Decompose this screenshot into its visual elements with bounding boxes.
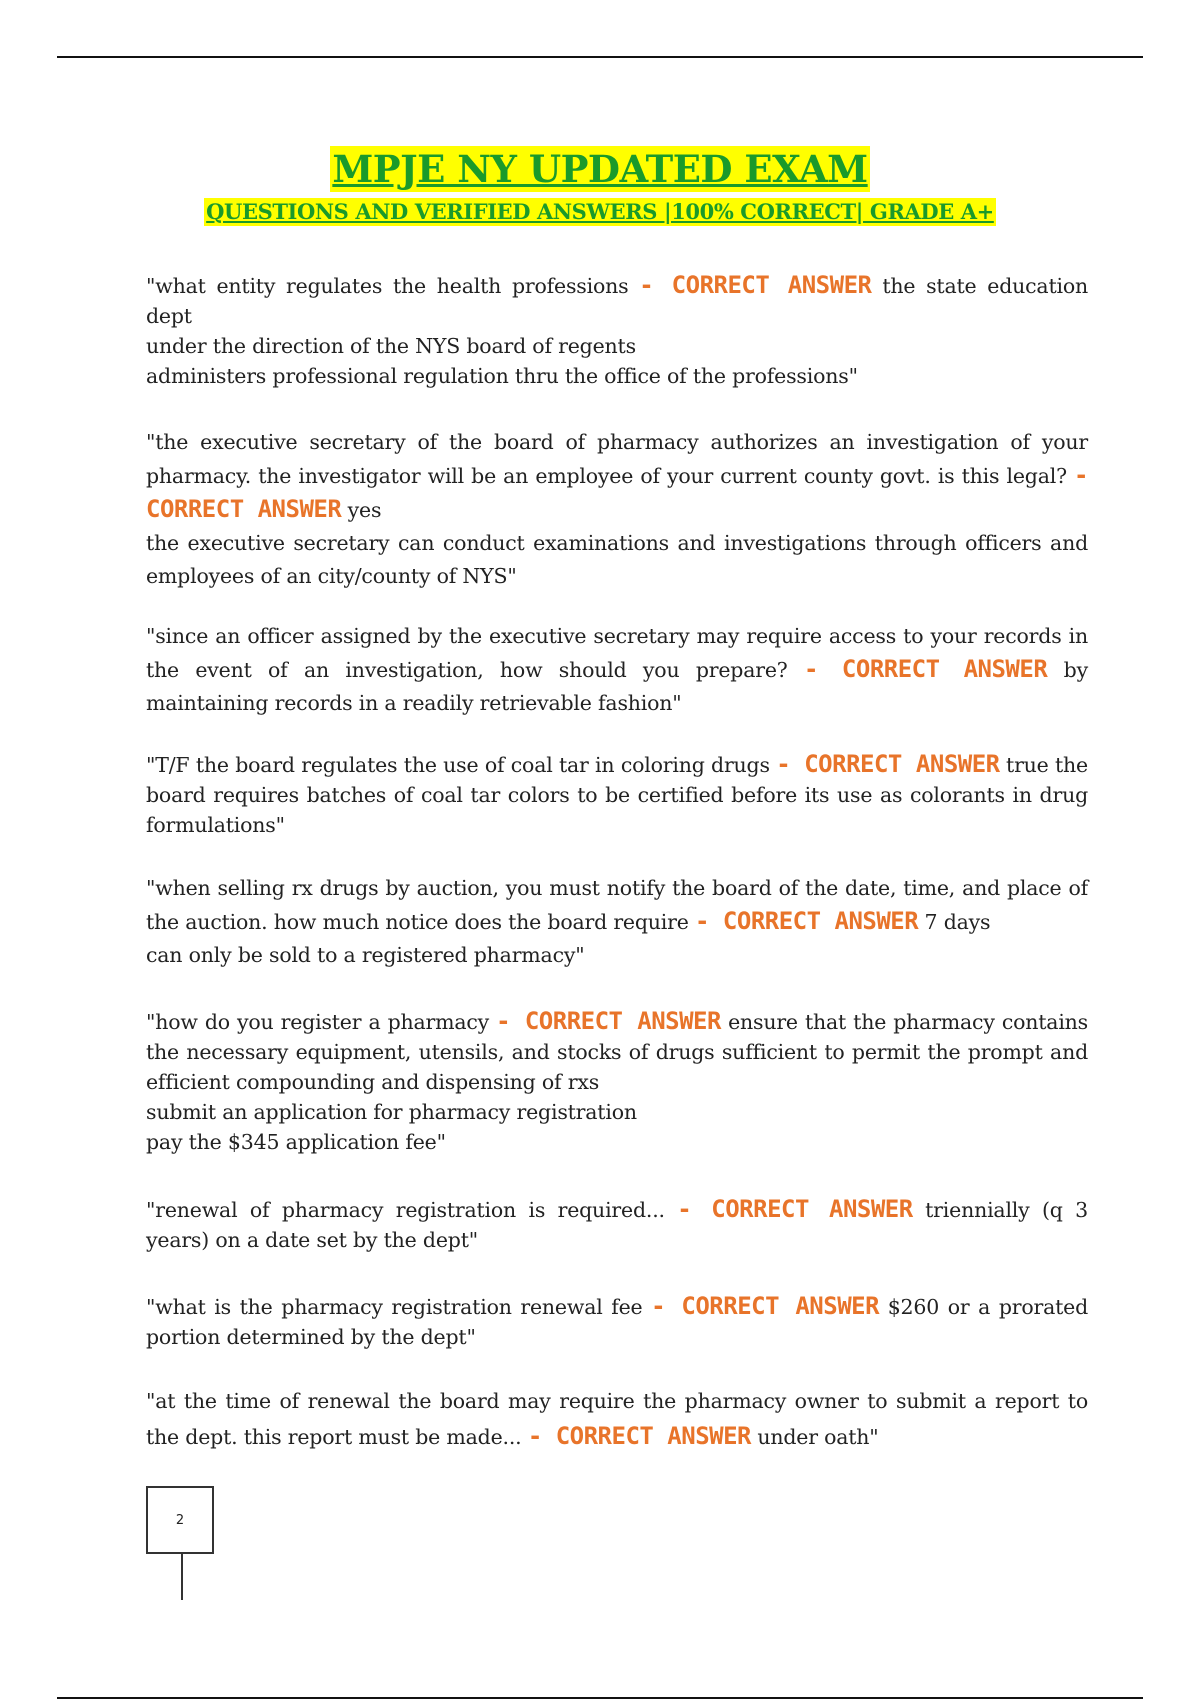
qa-item-6: [146, 1006, 1088, 1157]
qa-item-8: [146, 1291, 1088, 1352]
correct-answer-tag: - CORRECT ANSWER: [803, 655, 1048, 683]
correct-answer-tag: - CORRECT ANSWER: [677, 1195, 913, 1223]
question-text: "since an officer assigned by the executive secretary may require access to your records in the event of an investigation, how should you prepare?: [146, 624, 1088, 682]
question-text: "when selling rx drugs by auction, you must notify the board of the date, time, and place of the auction. how much notice does the board require: [146, 876, 1088, 934]
qa-item-4: [146, 749, 1088, 840]
answer-detail: pay the $345 application fee": [146, 1130, 446, 1154]
correct-answer-tag: - CORRECT ANSWER: [146, 461, 1088, 523]
qa-item-7: [146, 1194, 1088, 1255]
answer-text: the state education dept: [146, 274, 1088, 328]
question-text: "what is the pharmacy registration renewal fee: [146, 1295, 643, 1319]
answer-text: true the board requires batches of coal tar colors to be certified before its use as colorants in drug formulations": [146, 753, 1088, 837]
qa-item-5: [146, 872, 1088, 972]
top-rule: [57, 56, 1143, 58]
answer-text: triennially (q 3 years) on a date set by the dept": [146, 1198, 1088, 1252]
answer-detail: under the direction of the NYS board of regents: [146, 334, 636, 358]
answer-text: ensure that the pharmacy contains the necessary equipment, utensils, and stocks of drugs sufficient to permit the prompt and efficient compounding and dispensing of rxs: [146, 1010, 1088, 1094]
correct-answer-tag: - CORRECT ANSWER: [496, 1007, 721, 1035]
answer-text: yes: [347, 498, 382, 522]
question-text: "renewal of pharmacy registration is required...: [146, 1198, 665, 1222]
answer-detail: submit an application for pharmacy registration: [146, 1100, 637, 1124]
correct-answer-tag: - CORRECT ANSWER: [776, 750, 1000, 778]
question-text: "how do you register a pharmacy: [146, 1010, 490, 1034]
page-number-stem: [181, 1554, 183, 1600]
qa-item-9: [146, 1384, 1088, 1455]
qa-item-1: [146, 270, 1088, 391]
page-number-box: [146, 1486, 214, 1554]
question-text: "T/F the board regulates the use of coal tar in coloring drugs: [146, 753, 770, 777]
answer-detail: can only be sold to a registered pharmacy": [146, 943, 585, 967]
document-header: [0, 146, 1200, 226]
answer-detail: the executive secretary can conduct examinations and investigations through officers and employees of an city/county of NYS": [146, 531, 1088, 588]
page-number: 2: [175, 1512, 185, 1528]
correct-answer-tag: - CORRECT ANSWER: [651, 1292, 880, 1320]
answer-text: $260 or a prorated portion determined by the dept": [146, 1295, 1089, 1349]
qa-item-2: [146, 426, 1088, 593]
question-text: "at the time of renewal the board may require the pharmacy owner to submit a report to the dept. this report must be made...: [146, 1389, 1088, 1449]
answer-text: by maintaining records in a readily retrievable fashion": [146, 658, 1088, 715]
answer-detail: administers professional regulation thru the office of the professions": [146, 364, 858, 388]
page-subtitle: QUESTIONS AND VERIFIED ANSWERS |100% CORRECT| GRADE A+: [206, 199, 994, 224]
qa-item-3: [146, 620, 1088, 720]
answer-text: under oath": [757, 1425, 879, 1449]
correct-answer-tag: - CORRECT ANSWER: [695, 907, 919, 935]
correct-answer-tag: - CORRECT ANSWER: [639, 271, 872, 299]
bottom-rule: [57, 1697, 1143, 1699]
answer-text: 7 days: [924, 910, 991, 934]
question-text: "what entity regulates the health professions: [146, 274, 629, 298]
page-title: MPJE NY UPDATED EXAM: [332, 147, 868, 191]
correct-answer-tag: - CORRECT ANSWER: [527, 1422, 751, 1450]
question-text: "the executive secretary of the board of pharmacy authorizes an investigation of your pharmacy. the investigator will be an employee of your current county govt. is this legal?: [146, 430, 1088, 488]
